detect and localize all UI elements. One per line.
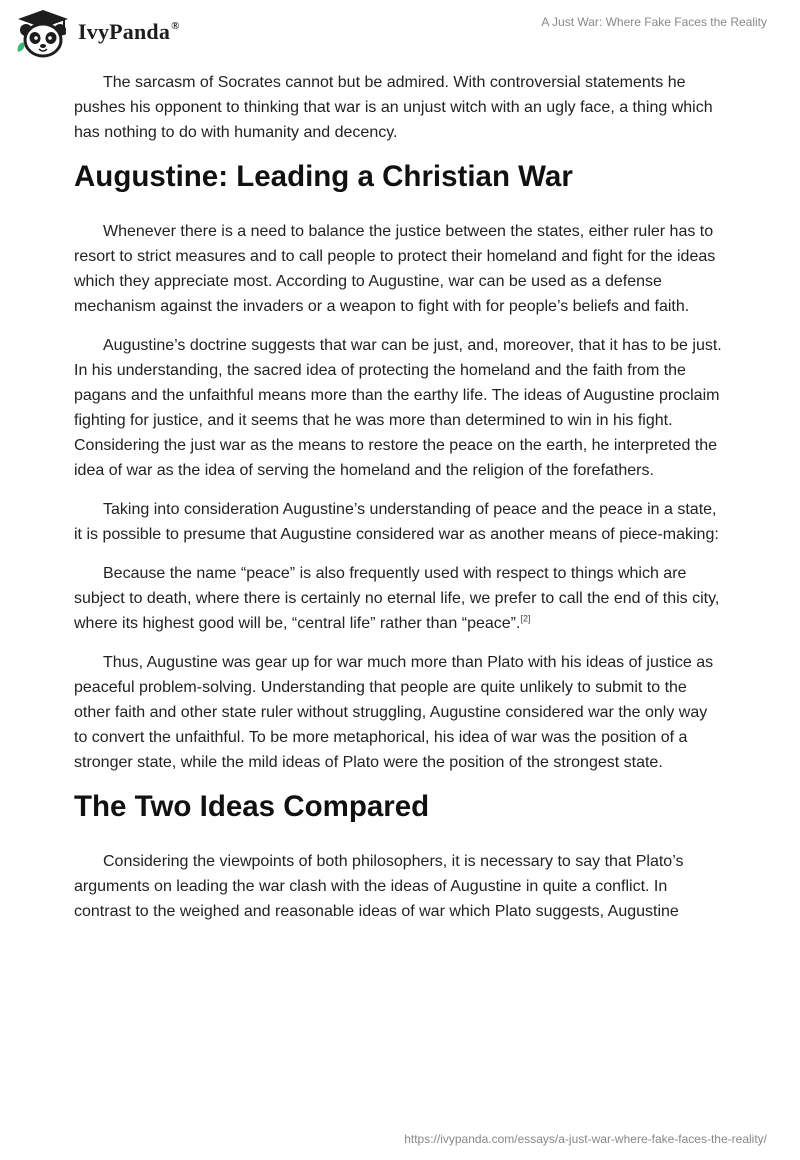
ivypanda-logo[interactable] [14,8,72,60]
section-heading-augustine: Augustine: Leading a Christian War [74,160,573,193]
paragraph: Taking into consideration Augustine’s understanding of peace and the peace in a state, it is possible to presume that Augustine considered war as another means of piece-making: [74,501,719,543]
footnote-ref[interactable]: [2] [520,613,531,624]
quote-paragraph [74,561,722,636]
paragraph: Whenever there is a need to balance the justice between the states, either ruler has to resort to strict measures and to call people to protect their homeland and fight for the ideas which they appreciate most. According to Augustine, war can be used as a defense mechanism against the invaders or a weapon to fight with for people’s beliefs and faith. [74,223,716,315]
registered-mark: ® [171,19,180,32]
essay-content [74,70,722,938]
section-heading-comparison: The Two Ideas Compared [74,790,430,823]
brand-name[interactable]: IvyPanda® [78,19,180,44]
quote-text: Because the name “peace” is also frequently used with respect to things which are subject to death, where there is certainly no eternal life, we prefer to call the end of this city, where its highest good will be, “central life” rather than “peace”. [74,565,720,632]
intro-paragraph: The sarcasm of Socrates cannot but be admired. With controversial statements he pushes his opponent to thinking that war is an unjust witch with an ugly face, a thing which has nothing to do with humanity and decency. [74,74,713,141]
page-title: A Just War: Where Fake Faces the Reality [541,15,767,29]
page-header [0,0,800,64]
paragraph: Augustine’s doctrine suggests that war can be just, and, moreover, that it has to be just. In his understanding, the sacred idea of protecting the homeland and the faith from the pagans and the unfaithful means more than the earthy life. The ideas of Augustine proclaim fighting for justice, and it seems that he was more than determined to win in his fight. Considering the just war as the means to restore the peace on the earth, he interpreted the idea of war as the idea of serving the homeland and the religion of the forefathers. [74,337,722,479]
paragraph: Thus, Augustine was gear up for war much more than Plato with his ideas of justice as peaceful problem-solving. Understanding that people are quite unlikely to submit to the other faith and other state ruler without struggling, Augustine considered war the only way to convert the unfaithful. To be more metaphorical, his idea of war was the position of a stronger state, while the mild ideas of Plato were the position of the strongest state. [74,654,714,771]
paragraph: Considering the viewpoints of both philosophers, it is necessary to say that Plato’s arguments on leading the war clash with the ideas of Augustine in quite a conflict. In contrast to the weighed and reasonable ideas of war which Plato suggests, Augustine [74,853,684,920]
panda-graduate-icon [14,8,72,60]
footer-url[interactable]: https://ivypanda.com/essays/a-just-war-where-fake-faces-the-reality/ [404,1132,767,1146]
